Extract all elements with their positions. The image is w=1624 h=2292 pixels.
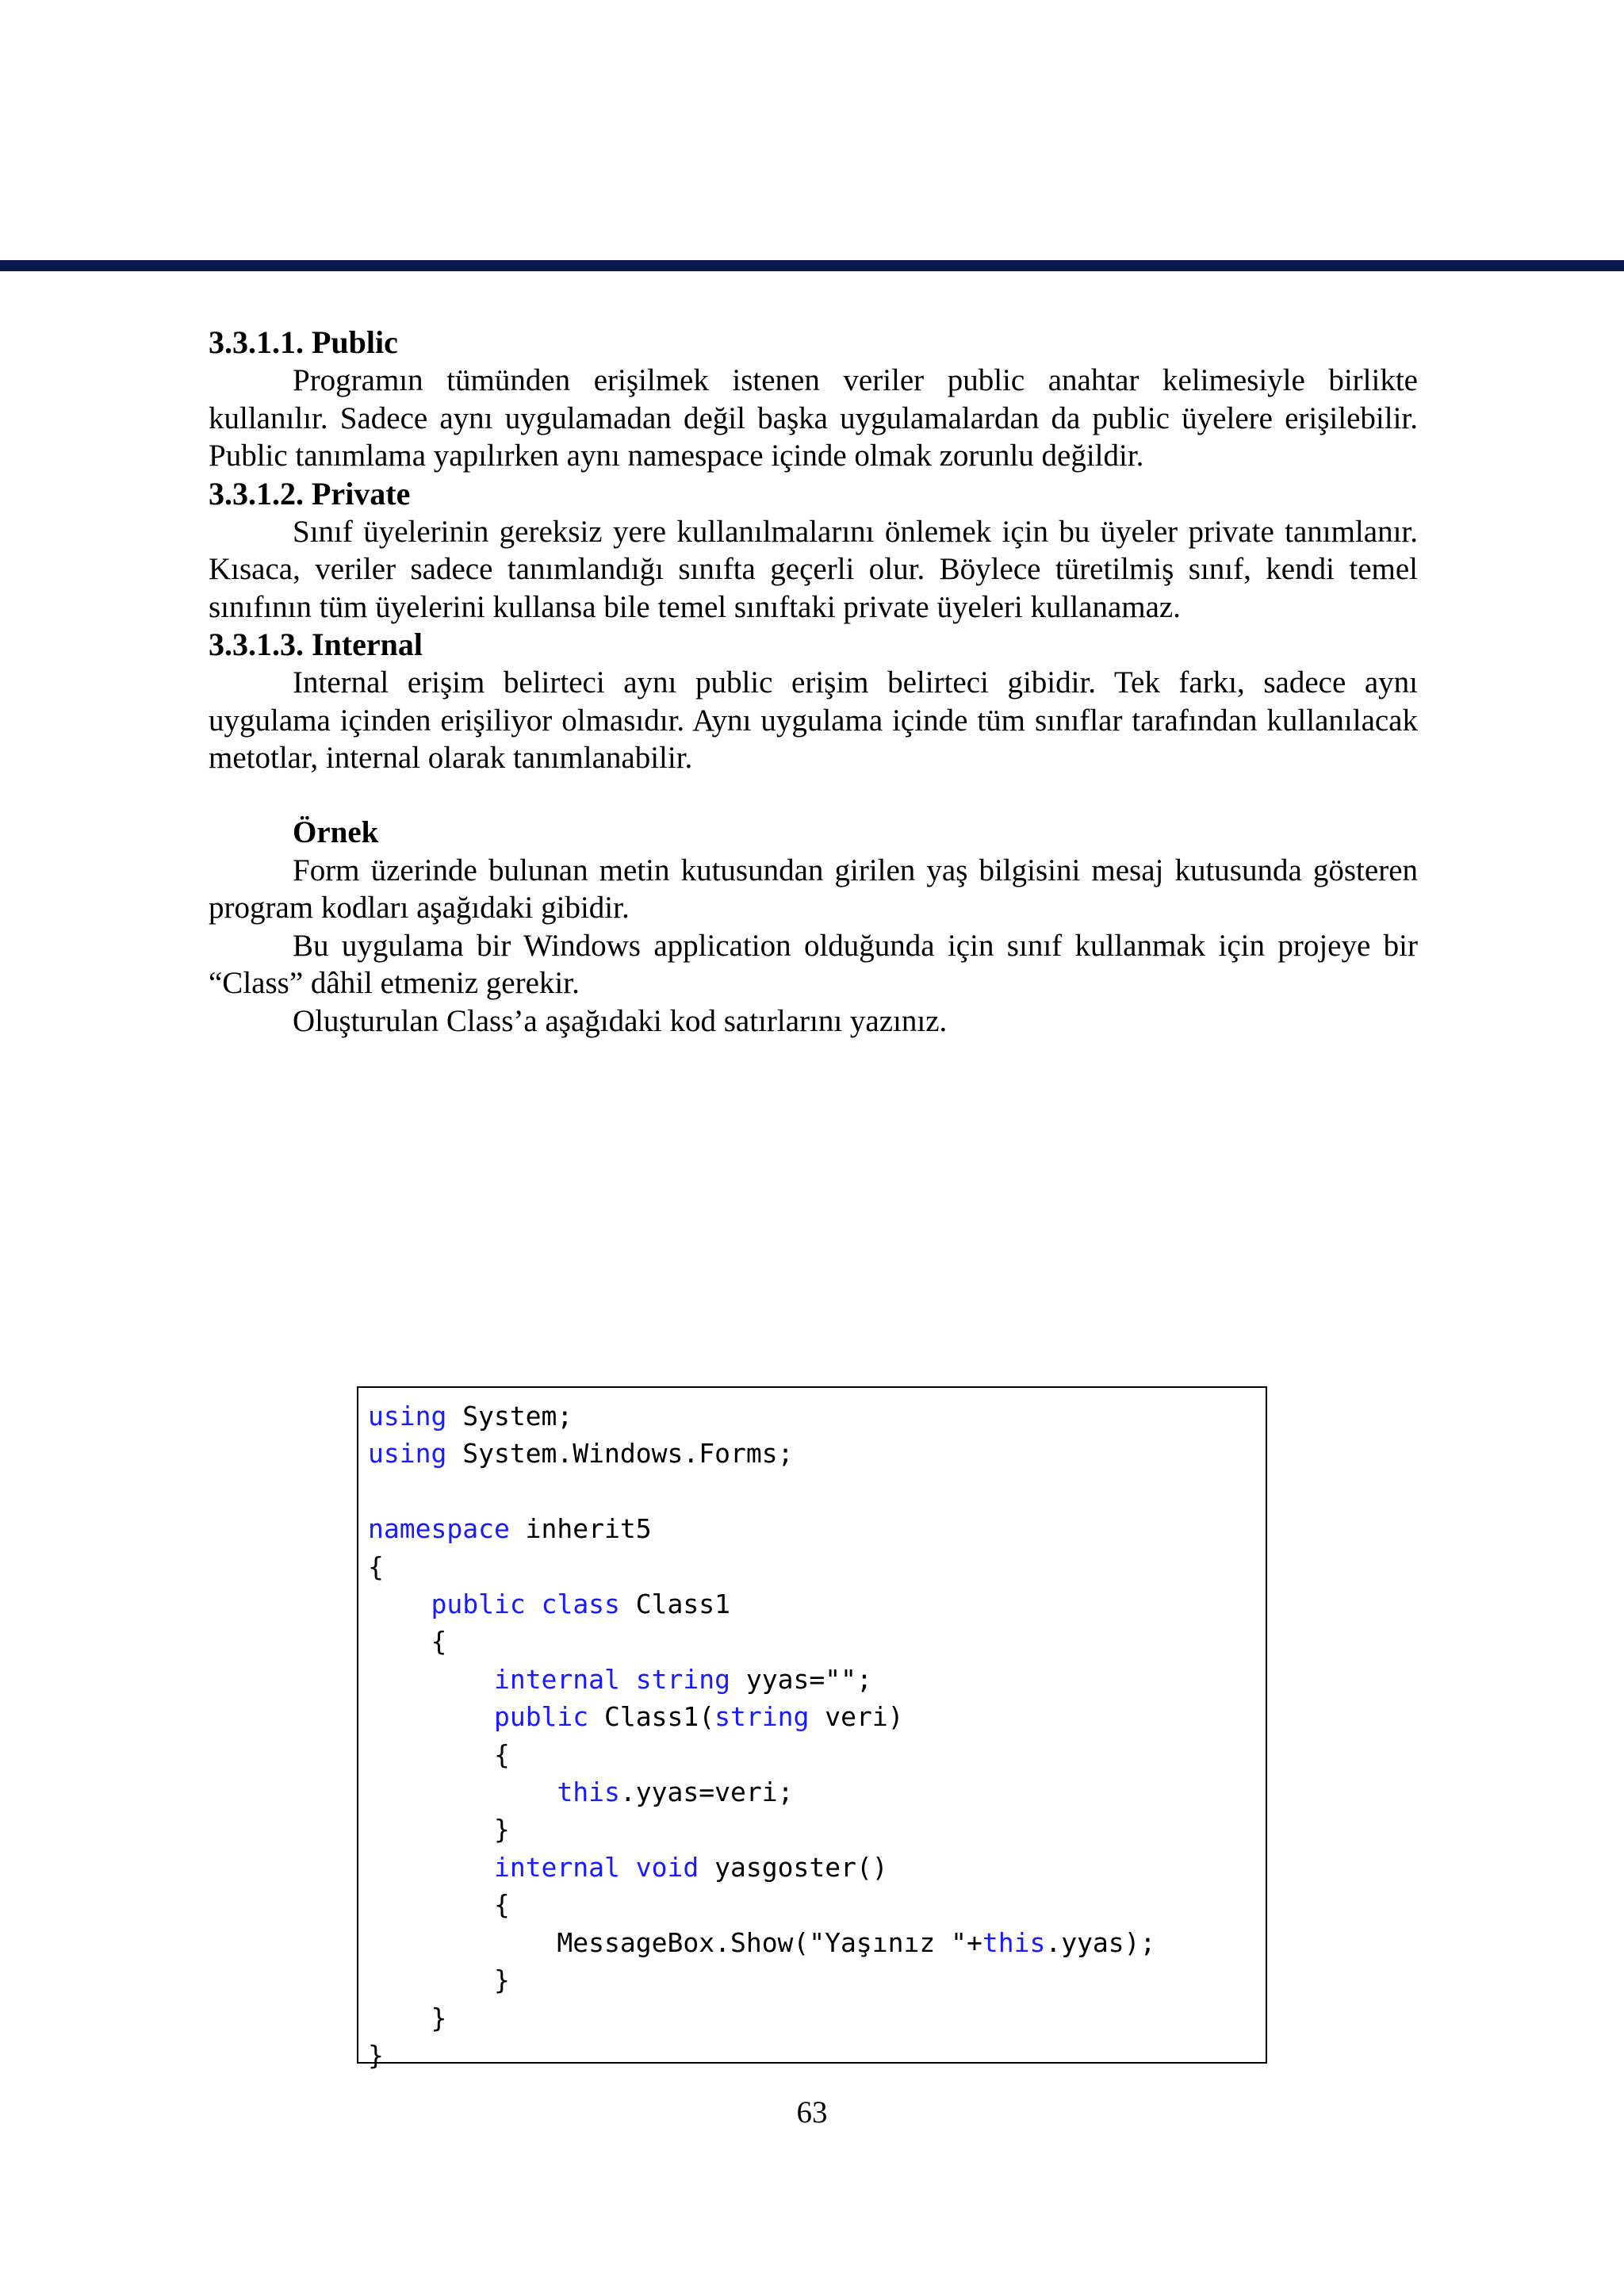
code-line — [368, 1438, 793, 1469]
code-keyword: string — [714, 1701, 810, 1733]
code-text — [368, 1664, 494, 1695]
code-listing-box — [357, 1386, 1267, 2071]
section-heading-public: 3.3.1.1. Public — [209, 324, 398, 360]
code-line — [368, 1776, 793, 1807]
code-text: yasgoster() — [699, 1851, 888, 1883]
code-text: inherit5 — [509, 1513, 652, 1545]
code-text: } — [368, 2002, 447, 2033]
code-text: yyas=""; — [730, 1663, 872, 1695]
code-text: System.Windows.Forms; — [446, 1438, 794, 1470]
code-keyword: internal — [493, 1851, 620, 1883]
code-text: { — [368, 1550, 384, 1582]
code-text — [620, 1664, 636, 1695]
code-text: Class1 — [619, 1589, 730, 1620]
code-keyword: public — [493, 1701, 589, 1733]
page-number: 63 — [796, 2095, 828, 2129]
code-keyword: using — [368, 1401, 447, 1432]
paragraph-private: Sınıf üyelerinin gereksiz yere kullanılmalarını önlemek için bu üyeler private tanımlanır. Kısaca, veriler sadece tanımlandığı sınıfta geçerli olur. Böylece türetilmiş sınıf, kendi temel sınıfının tüm üyelerini kullansa bile temel sınıftaki private üyeleri kullanamaz. — [209, 514, 1418, 624]
code-text: System; — [446, 1401, 573, 1432]
example-paragraph-class-note: Bu uygulama bir Windows application olduğunda için sınıf kullanmak için projeye bir “Class” dâhil etmeniz gerekir. — [209, 928, 1418, 1000]
example-paragraph-description: Form üzerinde bulunan metin kutusundan girilen yaş bilgisini mesaj kutusunda gösteren program kodları aşağıdaki gibidir. — [209, 853, 1418, 925]
code-text: { — [368, 1626, 447, 1658]
code-line — [368, 2003, 446, 2033]
example-label: Örnek — [293, 814, 379, 849]
paragraph-internal: Internal erişim belirteci aynı public erişim belirteci gibidir. Tek farkı, sadece aynı uygulama içinden erişiliyor olmasıdır. Aynı uygulama içinde tüm sınıflar tarafından kullanılacak metotlar, internal olarak tanımlanabilir. — [209, 665, 1418, 775]
code-text: } — [368, 2039, 384, 2071]
code-line — [368, 1927, 1155, 1958]
code-text: { — [368, 1738, 510, 1770]
example-paragraph-instruction: Oluşturulan Class’a aşağıdaki kod satırlarını yazınız. — [293, 1003, 948, 1038]
code-text: } — [368, 1814, 510, 1845]
code-text — [368, 1701, 494, 1732]
code-text: MessageBox.Show("Yaşınız "+ — [368, 1926, 982, 1958]
section-heading-internal: 3.3.1.3. Internal — [209, 627, 423, 662]
code-keyword: void — [635, 1851, 699, 1883]
code-listing — [368, 1397, 1155, 2074]
code-keyword: internal — [493, 1663, 620, 1695]
code-text: Class1( — [588, 1701, 715, 1733]
code-keyword: this — [982, 1926, 1046, 1958]
code-line — [368, 1513, 652, 1544]
section-heading-private: 3.3.1.2. Private — [209, 475, 411, 512]
code-line — [368, 1964, 510, 1995]
code-text: veri) — [809, 1701, 904, 1733]
code-text — [368, 1776, 557, 1807]
code-keyword: class — [541, 1589, 620, 1620]
code-text — [368, 1589, 431, 1619]
code-keyword: public — [431, 1589, 526, 1620]
code-line — [368, 1664, 872, 1695]
code-line — [368, 1889, 510, 1920]
code-line — [368, 1401, 573, 1432]
page-content — [209, 324, 1418, 1040]
header-rule — [0, 260, 1624, 271]
code-text: { — [368, 1889, 510, 1921]
code-line — [368, 1739, 510, 1770]
code-text — [526, 1589, 542, 1619]
code-line — [368, 1589, 730, 1619]
code-text: } — [368, 1964, 510, 1996]
code-keyword: namespace — [368, 1513, 510, 1545]
code-keyword: using — [368, 1438, 447, 1470]
code-text: .yyas); — [1045, 1926, 1156, 1958]
code-text — [620, 1852, 636, 1883]
code-text — [368, 1852, 494, 1883]
paragraph-public: Programın tümünden erişilmek istenen veriler public anahtar kelimesiyle birlikte kullanılır. Sadece aynı uygulamadan değil başka uygulamalardan da public üyelere erişilebilir. Public tanımlama yapılırken aynı namespace içinde olmak zorunlu değildir. — [209, 363, 1418, 473]
code-line — [368, 1551, 384, 1582]
code-line — [368, 1626, 446, 1657]
code-line — [368, 1814, 510, 1845]
code-keyword: this — [557, 1776, 620, 1808]
code-text: .yyas=veri; — [619, 1776, 794, 1808]
code-line — [368, 1852, 888, 1883]
code-keyword: string — [635, 1663, 730, 1695]
code-line — [368, 1701, 904, 1732]
code-line — [368, 2040, 384, 2071]
